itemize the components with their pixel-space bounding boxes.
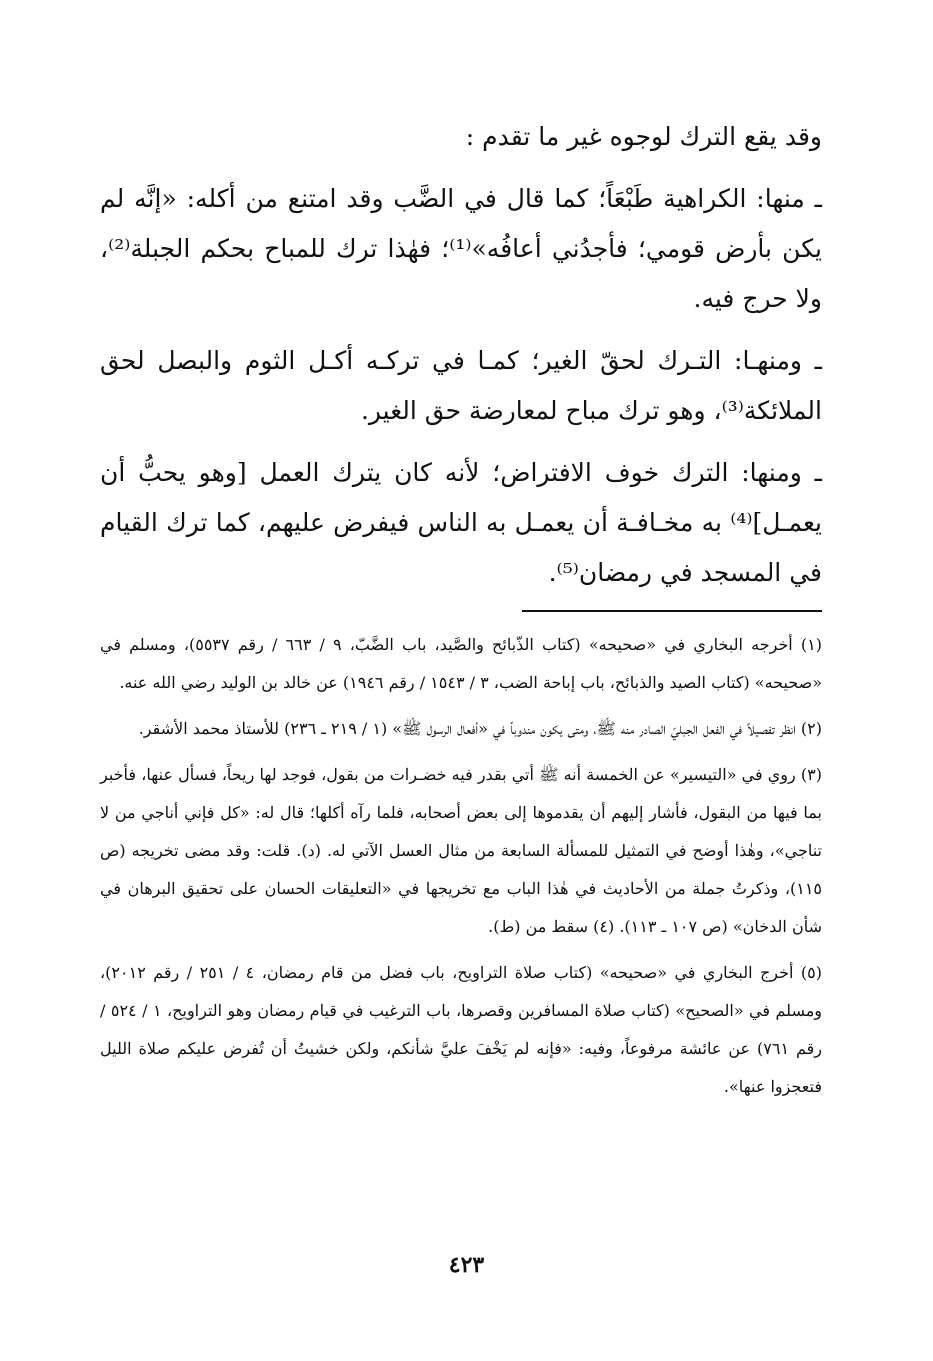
paragraph-right-of-others: ـ ومنهـا: التـرك لحقّ الغير؛ كمـا في تركـه أكـل الثوم والبصل لحق الملائكة⁽³⁾، وهو ترك مباح لمعارضة حق الغير. [100,346,822,425]
footnote-3-4: (٣) روي في «التيسير» عن الخمسة أنه ﷺ أتي بقدر فيه خضـرات من بقول، فوجد لها ريحاً، فسأل عنها، فأخبر بما فيها من البقول، فأشار إليهم أن يقدموها إلى بعض أصحابه، فلما رآه أكلها؛ قال له: «كل فإني أناجي من لا تناجي»، وهٰذا أوضح في التمثيل للمسألة السابعة من مثال العسل الآتي له. (د). قلت: وقد مضى تخريجه (ص ١١٥)، وذكرتُ جملة من الأحاديث في هٰذا الباب مع تخريجها في «التعليقات الحسان على تحقيق البرهان في شأن الدخان» (ص ١٠٧ ـ ١١٣). (٤) سقط من (ط). [100,765,822,936]
footnote-5: (٥) أخرج البخاري في «صحيحه» (كتاب صلاة التراويح، باب فضل من قام رمضان، ٤ / ٢٥١ / رقم ٢٠١٢)، ومسلم في «الصحيح» (كتاب صلاة المسافرين وقصرها، باب الترغيب في قيام رمضان وهو التراويح، ١ / ٥٢٤ / رقم ٧٦١) عن عائشة مرفوعاً، وفيه: «فإنه لم يَخْفَ عليَّ شأنكم، ولكن خشيتُ أن تُفرض عليكم صلاة الليل فتعجزوا عنها». [100,963,823,1096]
main-text [100,112,822,598]
paragraph-natural-dislike: ـ منها: الكراهية طَبْعَاً؛ كما قال في الضَّب وقد امتنع من أكله: «إنَّه لم يكن بأرض قومي؛ فأجدُني أعافُه»⁽¹⁾؛ فهٰذا ترك للمباح بحكم الجبلة⁽²⁾، ولا حرج فيه. [100,184,822,313]
footnote-1: (١) أخرجه البخاري في «صحيحه» (كتاب الذّبائح والصَّيد، باب الضَّبّ، ٩ / ٦٦٣ / رقم ٥٥٣٧)، ومسلم في «صحيحه» (كتاب الصيد والذبائح، باب إباحة الضب، ٣ / ١٥٤٣ / رقم ١٩٤٦) عن خالد بن الوليد رضي الله عنه. [100,635,822,692]
page-content [100,112,822,1114]
page-number: ٤٢٣ [448,1252,485,1278]
footnote-2: (٢) انظر تفصيلاً في الفعل الجبليّ الصادر منه ﷺ، ومتى يكون مندوباً في «أفعال الرسول ﷺ» (١ / ٢١٩ ـ ٢٣٦) للأستاذ محمد الأشقر. [138,719,822,738]
paragraph-fear-of-obligation: ـ ومنها: الترك خوف الافتراض؛ لأنه كان يترك العمل [وهو يحبُّ أن يعمـل]⁽⁴⁾ به مخـافـة أن يعمـل به الناس فيفرض عليهم، كما ترك القيام في المسجد في رمضان⁽⁵⁾. [100,458,822,587]
footnotes [100,626,822,1106]
footnote-divider [522,610,822,612]
intro-line: وقد يقع الترك لوجوه غير ما تقدم : [465,122,822,151]
